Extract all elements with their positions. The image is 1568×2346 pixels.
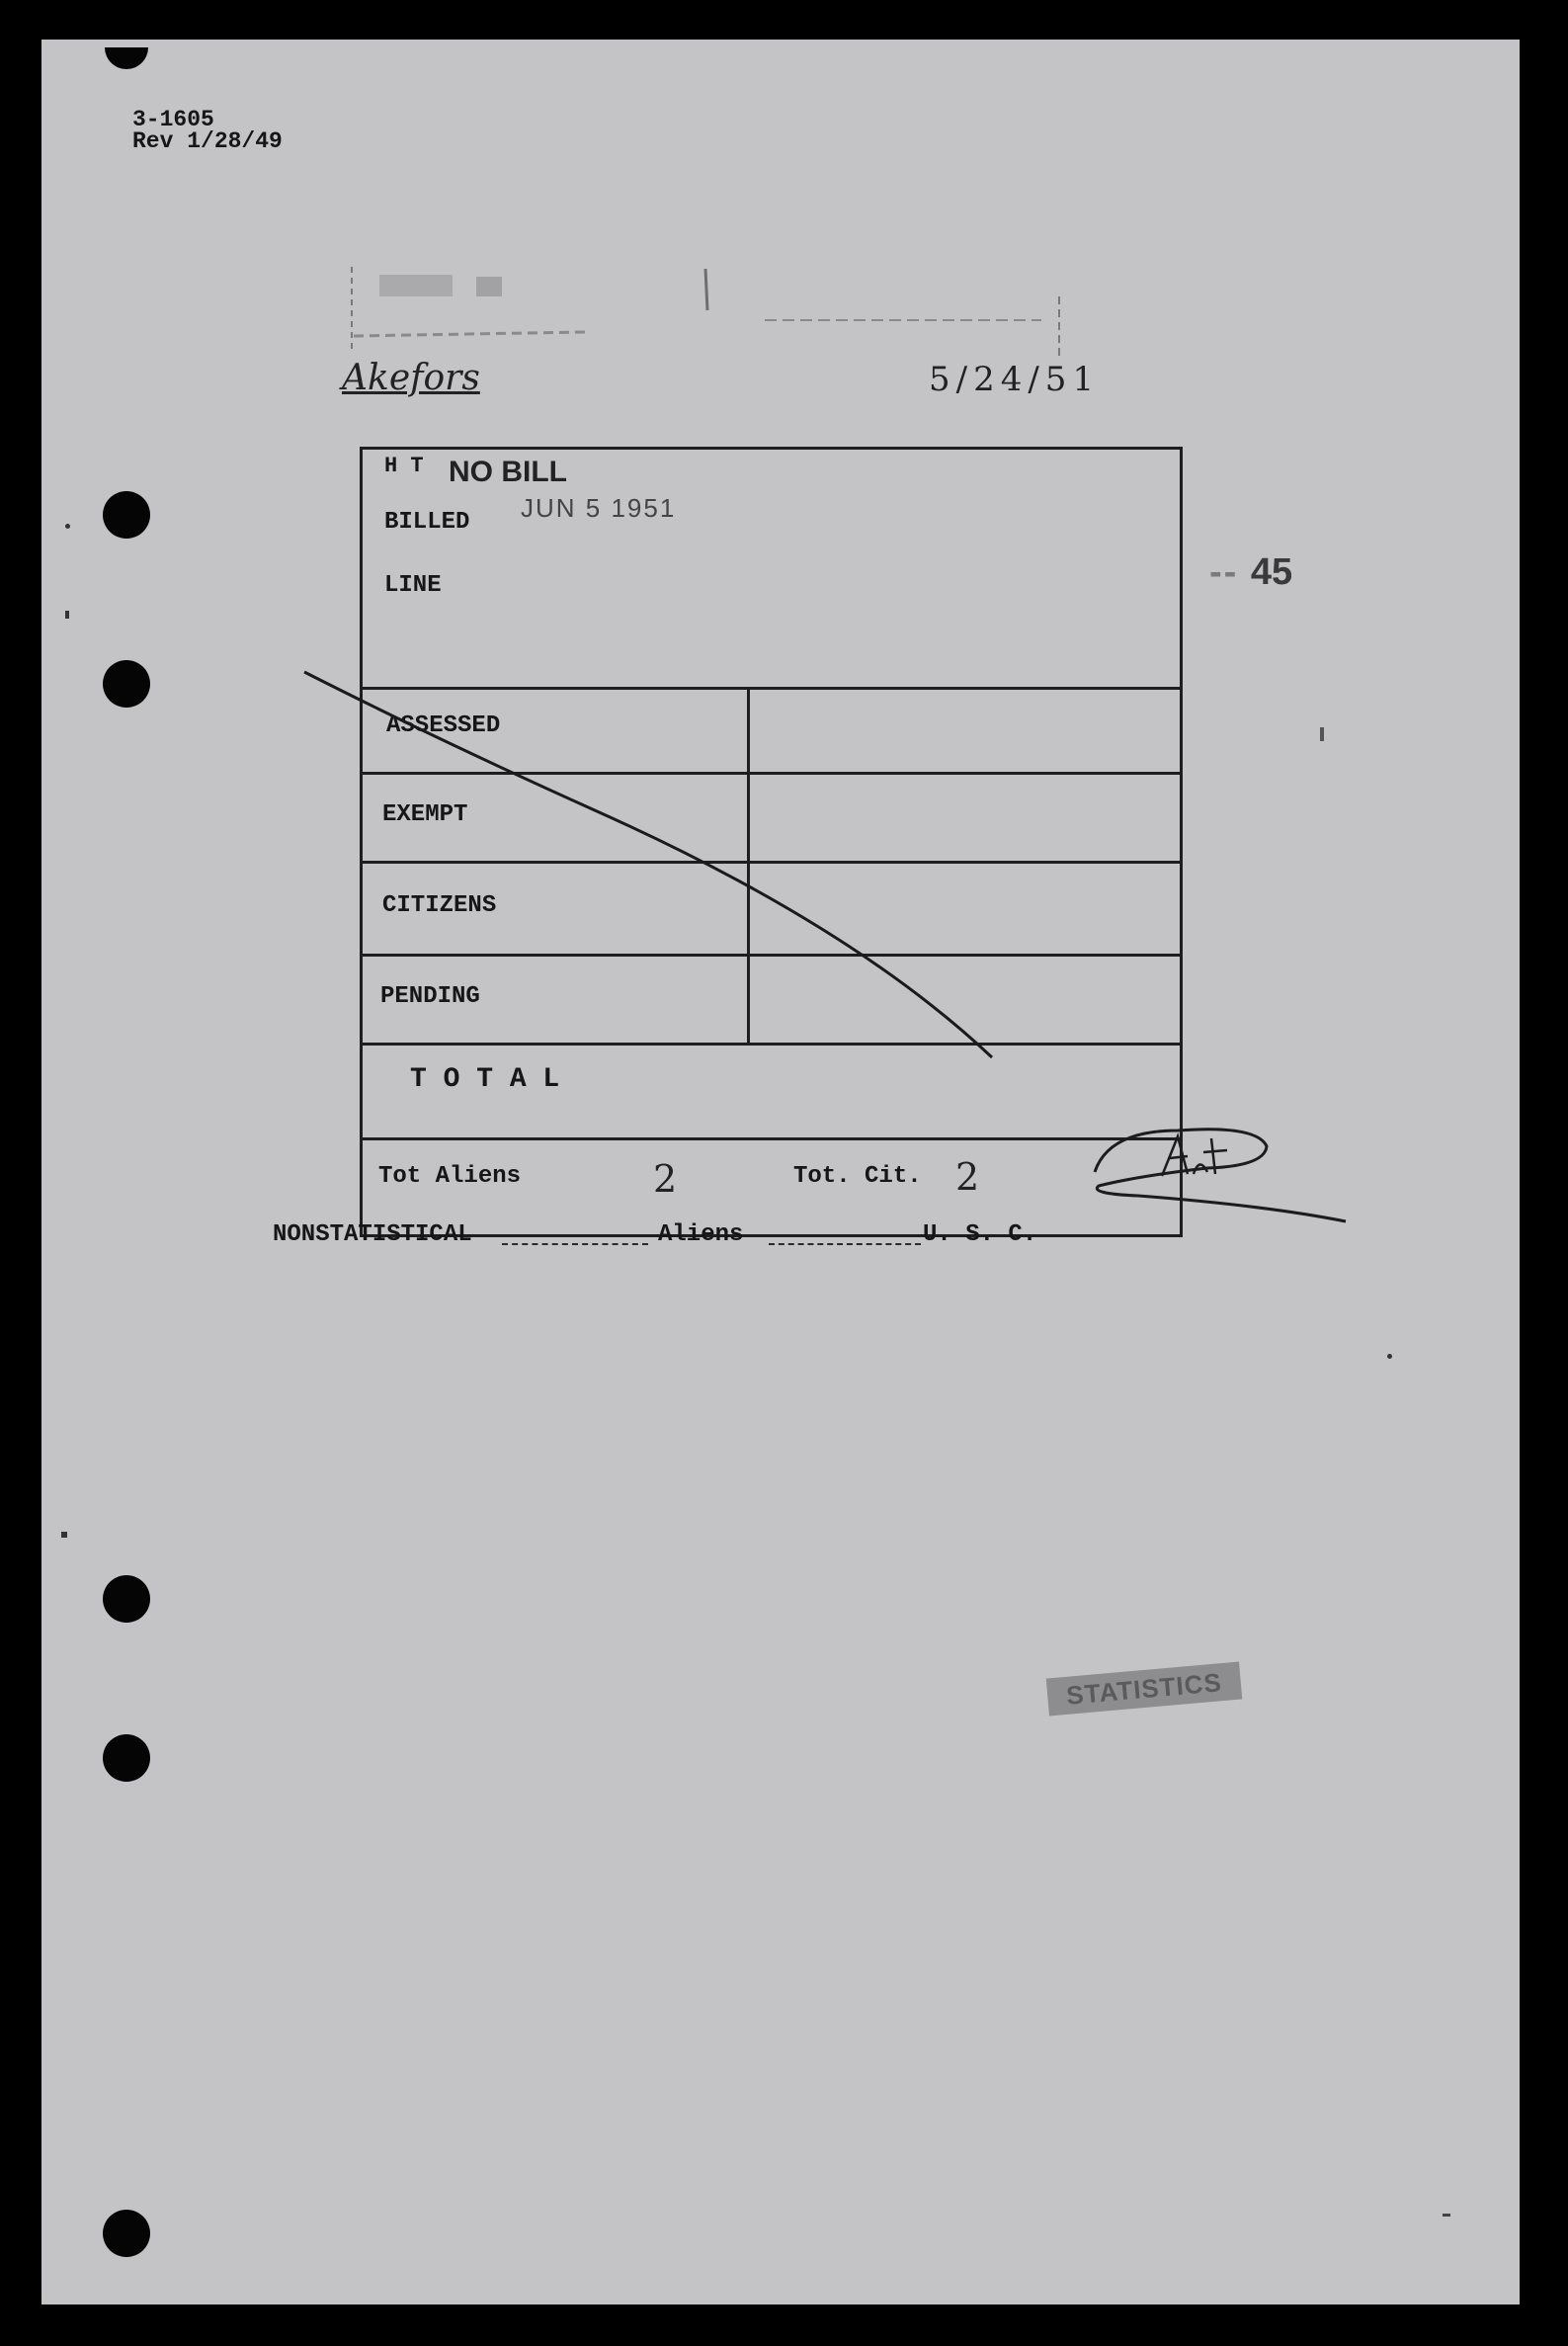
total-label: T O T A L [410, 1064, 560, 1095]
speck [1320, 727, 1324, 741]
speck [1387, 1354, 1392, 1359]
tot-aliens-label: Tot Aliens [378, 1163, 522, 1190]
speck [65, 524, 70, 529]
faded-prefix: -- [1209, 551, 1251, 593]
handwritten-name: Akefors [342, 358, 480, 398]
nonstatistical-blank [502, 1243, 648, 1245]
aliens-blank [769, 1243, 921, 1245]
billed-label: BILLED [384, 509, 470, 536]
speck [1443, 2214, 1450, 2217]
signature-initials [1162, 1136, 1227, 1176]
signature-initials-text: Art [1288, 1215, 1290, 1216]
aliens-count: 2 [653, 1157, 678, 1201]
document-page [41, 40, 1520, 2304]
form-number: 3-1605 [132, 107, 214, 132]
speck [61, 1532, 67, 1538]
signature-loop [1095, 1130, 1346, 1221]
citizens-count: 2 [955, 1155, 980, 1199]
exempt-label: EXEMPT [382, 801, 468, 828]
aliens-label: Aliens [658, 1221, 744, 1248]
usc-label: U. S. C. [923, 1221, 1037, 1248]
no-bill-stamp: NO BILL [449, 456, 567, 488]
date-stamp: JUN 5 1951 [521, 493, 677, 523]
handwritten-date: 5/24/51 [929, 360, 1101, 399]
nonstatistical-label: NONSTATISTICAL [273, 1221, 472, 1248]
side-number: 45 [1250, 551, 1293, 593]
line-label: LINE [384, 572, 442, 599]
form-revision: Rev 1/28/49 [132, 128, 283, 154]
citizens-label: CITIZENS [382, 892, 497, 919]
ht-label: H T [384, 454, 424, 478]
strike-and-signature [41, 40, 1520, 2304]
pending-label: PENDING [380, 983, 480, 1010]
statistics-stamp: STATISTICS [1046, 1662, 1243, 1717]
strike-line [304, 672, 992, 1057]
speck [65, 611, 69, 619]
tot-cit-label: Tot. Cit. [793, 1163, 922, 1190]
assessed-label: ASSESSED [386, 712, 501, 739]
